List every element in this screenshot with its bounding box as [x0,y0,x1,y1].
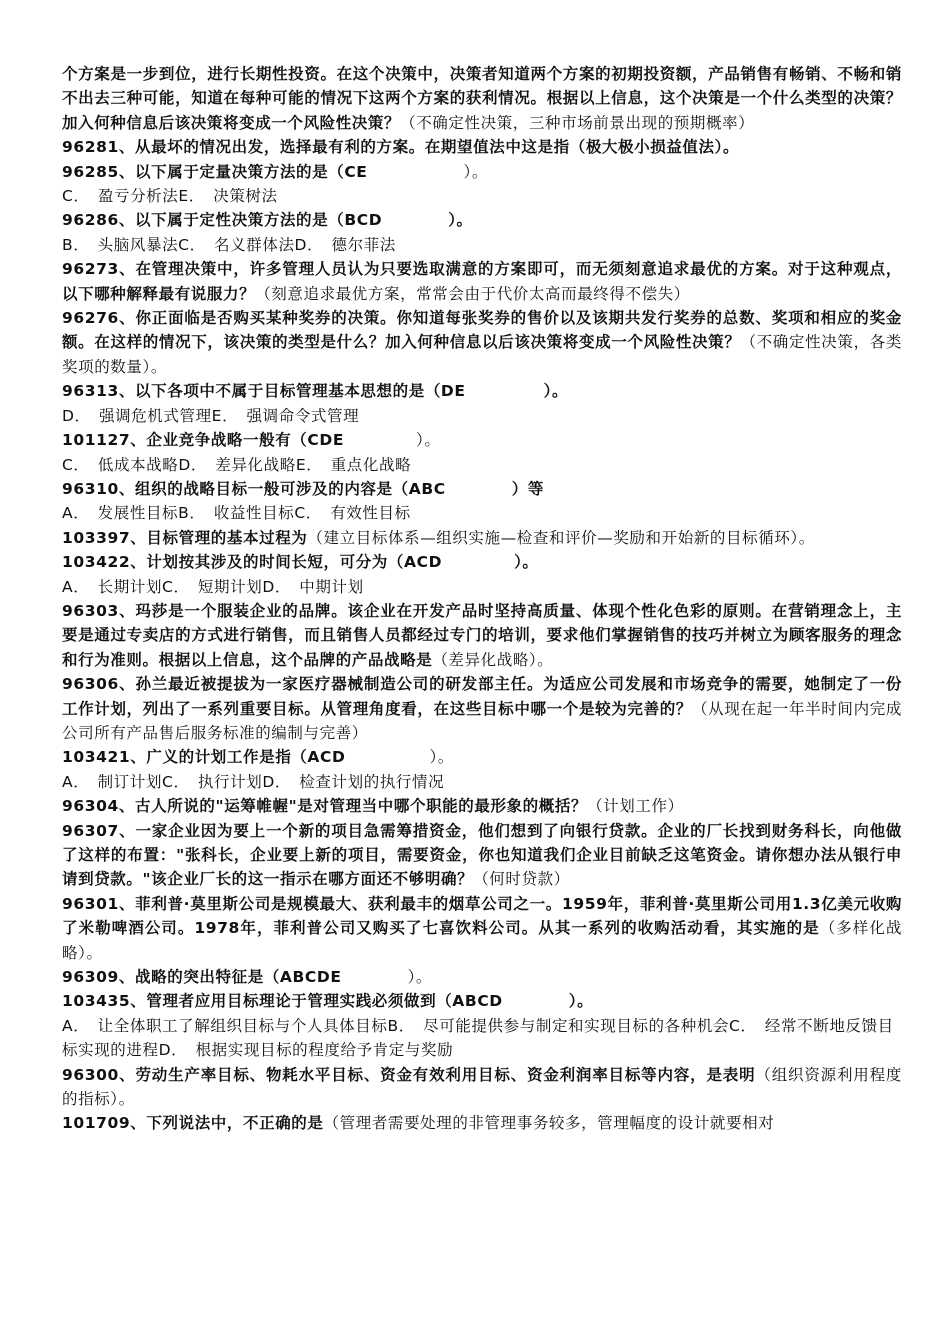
question-96273: 96273、在管理决策中，许多管理人员认为只要选取满意的方案即可，而无须刻意追求最优的方案。对于这种观点，以下哪种解释最有说服力？（刻意追求最优方案，常常会由于代价太高而最终得不偿失） [62,260,902,303]
question-96313: 96313、以下各项中不属于目标管理基本思想的是（DE ）。 [62,382,569,401]
question-96300: 96300、劳动生产率目标、物耗水平目标、资金有效利用目标、资金利润率目标等内容，是表明（组织资源利用程度的指标）。 [62,1065,903,1109]
options-103421: A． 制订计划C． 执行计划D． 检查计划的执行情况 [62,772,445,791]
question-96281: 96281、从最坏的情况出发，选择最有利的方案。在期望值法中这是指（极大极小损益值法）。 [62,138,740,157]
question-96310: 96310、组织的战略目标一般可涉及的内容是（ABC ）等 [62,479,544,498]
question-101127: 101127、企业竞争战略一般有（CDE ）。 [62,431,441,450]
question-96307: 96307、一家企业因为要上一个新的项目急需筹措资金，他们想到了向银行贷款。企业的厂长找到财务科长，向他做了这样的布置："张科长，企业要上新的项目，需要资金，你也知道我们企业目前缺乏这笔资金。请你想办法从银行申请到贷款。"该企业厂长的这一指示在哪方面还不够明确？（何时贷款） [62,821,902,889]
options-96285: C． 盈亏分析法E． 决策树法 [62,187,278,206]
question-103435: 103435、管理者应用目标理论于管理实践必须做到（ABCD ）。 [62,992,594,1011]
options-101127: C． 低成本战略D． 差异化战略E． 重点化战略 [62,455,412,474]
question-103397: 103397、目标管理的基本过程为（建立目标体系—组织实施—检查和评价—奖励和开始新的目标循环）。 [62,528,815,547]
question-101709: 101709、下列说法中，不正确的是（管理者需要处理的非管理事务较多，管理幅度的设计就要相对 [62,1114,775,1133]
question-96285: 96285、以下属于定量决策方法的是（CE ）。 [62,162,488,181]
question-96304: 96304、古人所说的"运筹帷幄"是对管理当中哪个职能的最形象的概括？（计划工作） [62,797,684,816]
options-103435: A． 让全体职工了解组织目标与个人具体目标B． 尽可能提供参与制定和实现目标的各种机会C． 经常不断地反馈目标实现的进程D． 根据实现目标的程度给予肯定与奖励 [62,1016,894,1060]
question-103422: 103422、计划按其涉及的时间长短，可分为（ACD ）。 [62,553,539,572]
question-96306: 96306、孙兰最近被提拔为一家医疗器械制造公司的研发部主任。为适应公司发展和市场竞争的需要，她制定了一份工作计划，列出了一系列重要目标。从管理角度看，在这些目标中哪一个是较为完善的？（从现在起一年半时间内完成公司所有产品售后服务标准的编制与完善） [62,675,902,742]
question-96309: 96309、战略的突出特征是（ABCDE ）。 [62,968,433,987]
question-96303: 96303、玛莎是一个服装企业的品牌。该企业在开发产品时坚持高质量、体现个性化色彩的原则。在营销理念上，主要是通过专卖店的方式进行销售，而且销售人员都经过专门的培训，要求他们掌握销售的技巧并树立为顾客服务的理念和行为准则。根据以上信息，这个品牌的产品战略是（差异化战略）。 [62,601,902,669]
question-103421: 103421、广义的计划工作是指（ACD ）。 [62,748,454,767]
question-96286: 96286、以下属于定性决策方法的是（BCD ）。 [62,211,473,230]
question-96301: 96301、菲利普·莫里斯公司是规模最大、获利最丰的烟草公司之一。1959年，菲利普·莫里斯公司用1.3亿美元收购了米勒啤酒公司。1978年，菲利普公司又购买了七喜饮料公司。从其一系列的收购活动看，其实施的是（多样化战略）。 [62,894,902,962]
options-96313: D． 强调危机式管理E． 强调命令式管理 [62,406,360,425]
question-0: 个方案是一步到位，进行长期性投资。在这个决策中，决策者知道两个方案的初期投资额，产品销售有畅销、不畅和销不出去三种可能，知道在每种可能的情况下这两个方案的获利情况。根据以上信息，这个决策是一个什么类型的决策？加入何种信息后该决策将变成一个风险性决策？（不确定性决策，三种市场前景出现的预期概率） [62,65,902,132]
options-103422: A． 长期计划C． 短期计划D． 中期计划 [62,577,364,596]
options-96286: B． 头脑风暴法C． 名义群体法D． 德尔菲法 [62,235,396,254]
options-96310: A． 发展性目标B． 收益性目标C． 有效性目标 [62,504,411,523]
question-96276: 96276、你正面临是否购买某种奖券的决策。你知道每张奖券的售价以及该期共发行奖券的总数、奖项和相应的奖金额。在这样的情况下，该决策的类型是什么？加入何种信息以后该决策将变成一个风险性决策？（不确定性决策，各类奖项的数量）。 [62,309,902,376]
